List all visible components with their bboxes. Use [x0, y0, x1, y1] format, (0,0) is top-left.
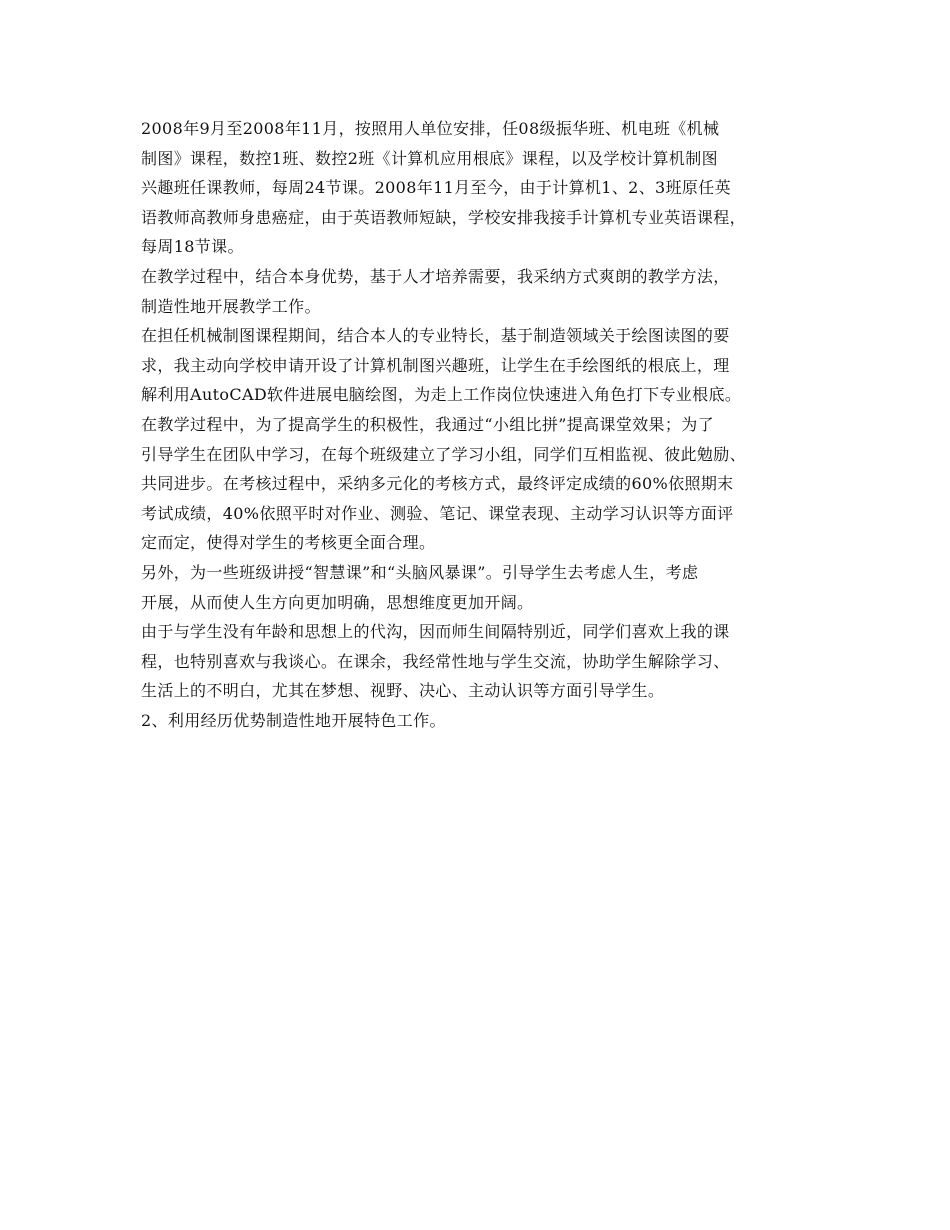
text-line: 考试成绩，40%依照平时对作业、测验、笔记、课堂表现、主动学习认识等方面评	[141, 503, 734, 523]
text-line: 引导学生在团队中学习，在每个班级建立了学习小组，同学们互相监视、彼此勉励、	[141, 444, 746, 464]
paragraph-teaching-method	[141, 262, 831, 321]
text-line: 解利用AutoCAD软件进展电脑绘图，为走上工作岗位快速进入角色打下专业根底。	[141, 385, 742, 405]
text-line: 在担任机械制图课程期间，结合本人的专业特长，基于制造领域关于绘图读图的要	[141, 326, 730, 346]
paragraph-teaching-assignments	[141, 114, 831, 262]
text-line: 2008年9月至2008年11月，按照用人单位安排，任08级振华班、机电班《机械	[141, 119, 720, 138]
text-line: 另外，为一些班级讲授“智慧课”和“头脑风暴课”。引导学生去考虑人生，考虑	[141, 562, 699, 582]
text-line: 在教学过程中，为了提高学生的积极性，我通过“小组比拼”提高课堂效果；为了	[141, 414, 714, 434]
section-heading	[141, 706, 831, 736]
text-line: 制图》课程，数控1班、数控2班《计算机应用根底》课程，以及学校计算机制图	[141, 148, 718, 168]
text-line: 求，我主动向学校申请开设了计算机制图兴趣班，让学生在手绘图纸的根底上，理	[141, 355, 730, 375]
text-line: 程，也特别喜欢与我谈心。在课余，我经常性地与学生交流，协助学生解除学习、	[141, 651, 730, 671]
paragraph-student-relationship	[141, 617, 831, 706]
text-line: 开展，从而使人生方向更加明确，思想维度更加开阔。	[141, 592, 534, 612]
document-body	[141, 114, 831, 735]
text-line: 共同进步。在考核过程中，采纳多元化的考核方式，最终评定成绩的60%依照期末	[141, 474, 734, 494]
text-line: 在教学过程中，结合本身优势，基于人才培养需要，我采纳方式爽朗的教学方法，	[141, 266, 730, 286]
text-line: 语教师高教师身患癌症，由于英语教师短缺，学校安排我接手计算机专业英语课程，	[141, 207, 746, 227]
paragraph-special-lectures	[141, 558, 831, 617]
paragraph-group-learning-assessment	[141, 410, 831, 558]
text-line: 由于与学生没有年龄和思想上的代沟，因而师生间隔特别近，同学们喜欢上我的课	[141, 622, 730, 642]
text-line: 每周18节课。	[141, 237, 244, 257]
text-line: 制造性地开展教学工作。	[141, 296, 321, 316]
text-line: 兴趣班任课教师，每周24节课。2008年11月至今，由于计算机1、2、3班原任英	[141, 178, 731, 198]
text-line: 生活上的不明白，尤其在梦想、视野、决心、主动认识等方面引导学生。	[141, 681, 665, 701]
text-line: 定而定，使得对学生的考核更全面合理。	[141, 533, 436, 553]
paragraph-drawing-interest-class	[141, 321, 831, 410]
text-line: 2、利用经历优势制造性地开展特色工作。	[141, 710, 446, 730]
